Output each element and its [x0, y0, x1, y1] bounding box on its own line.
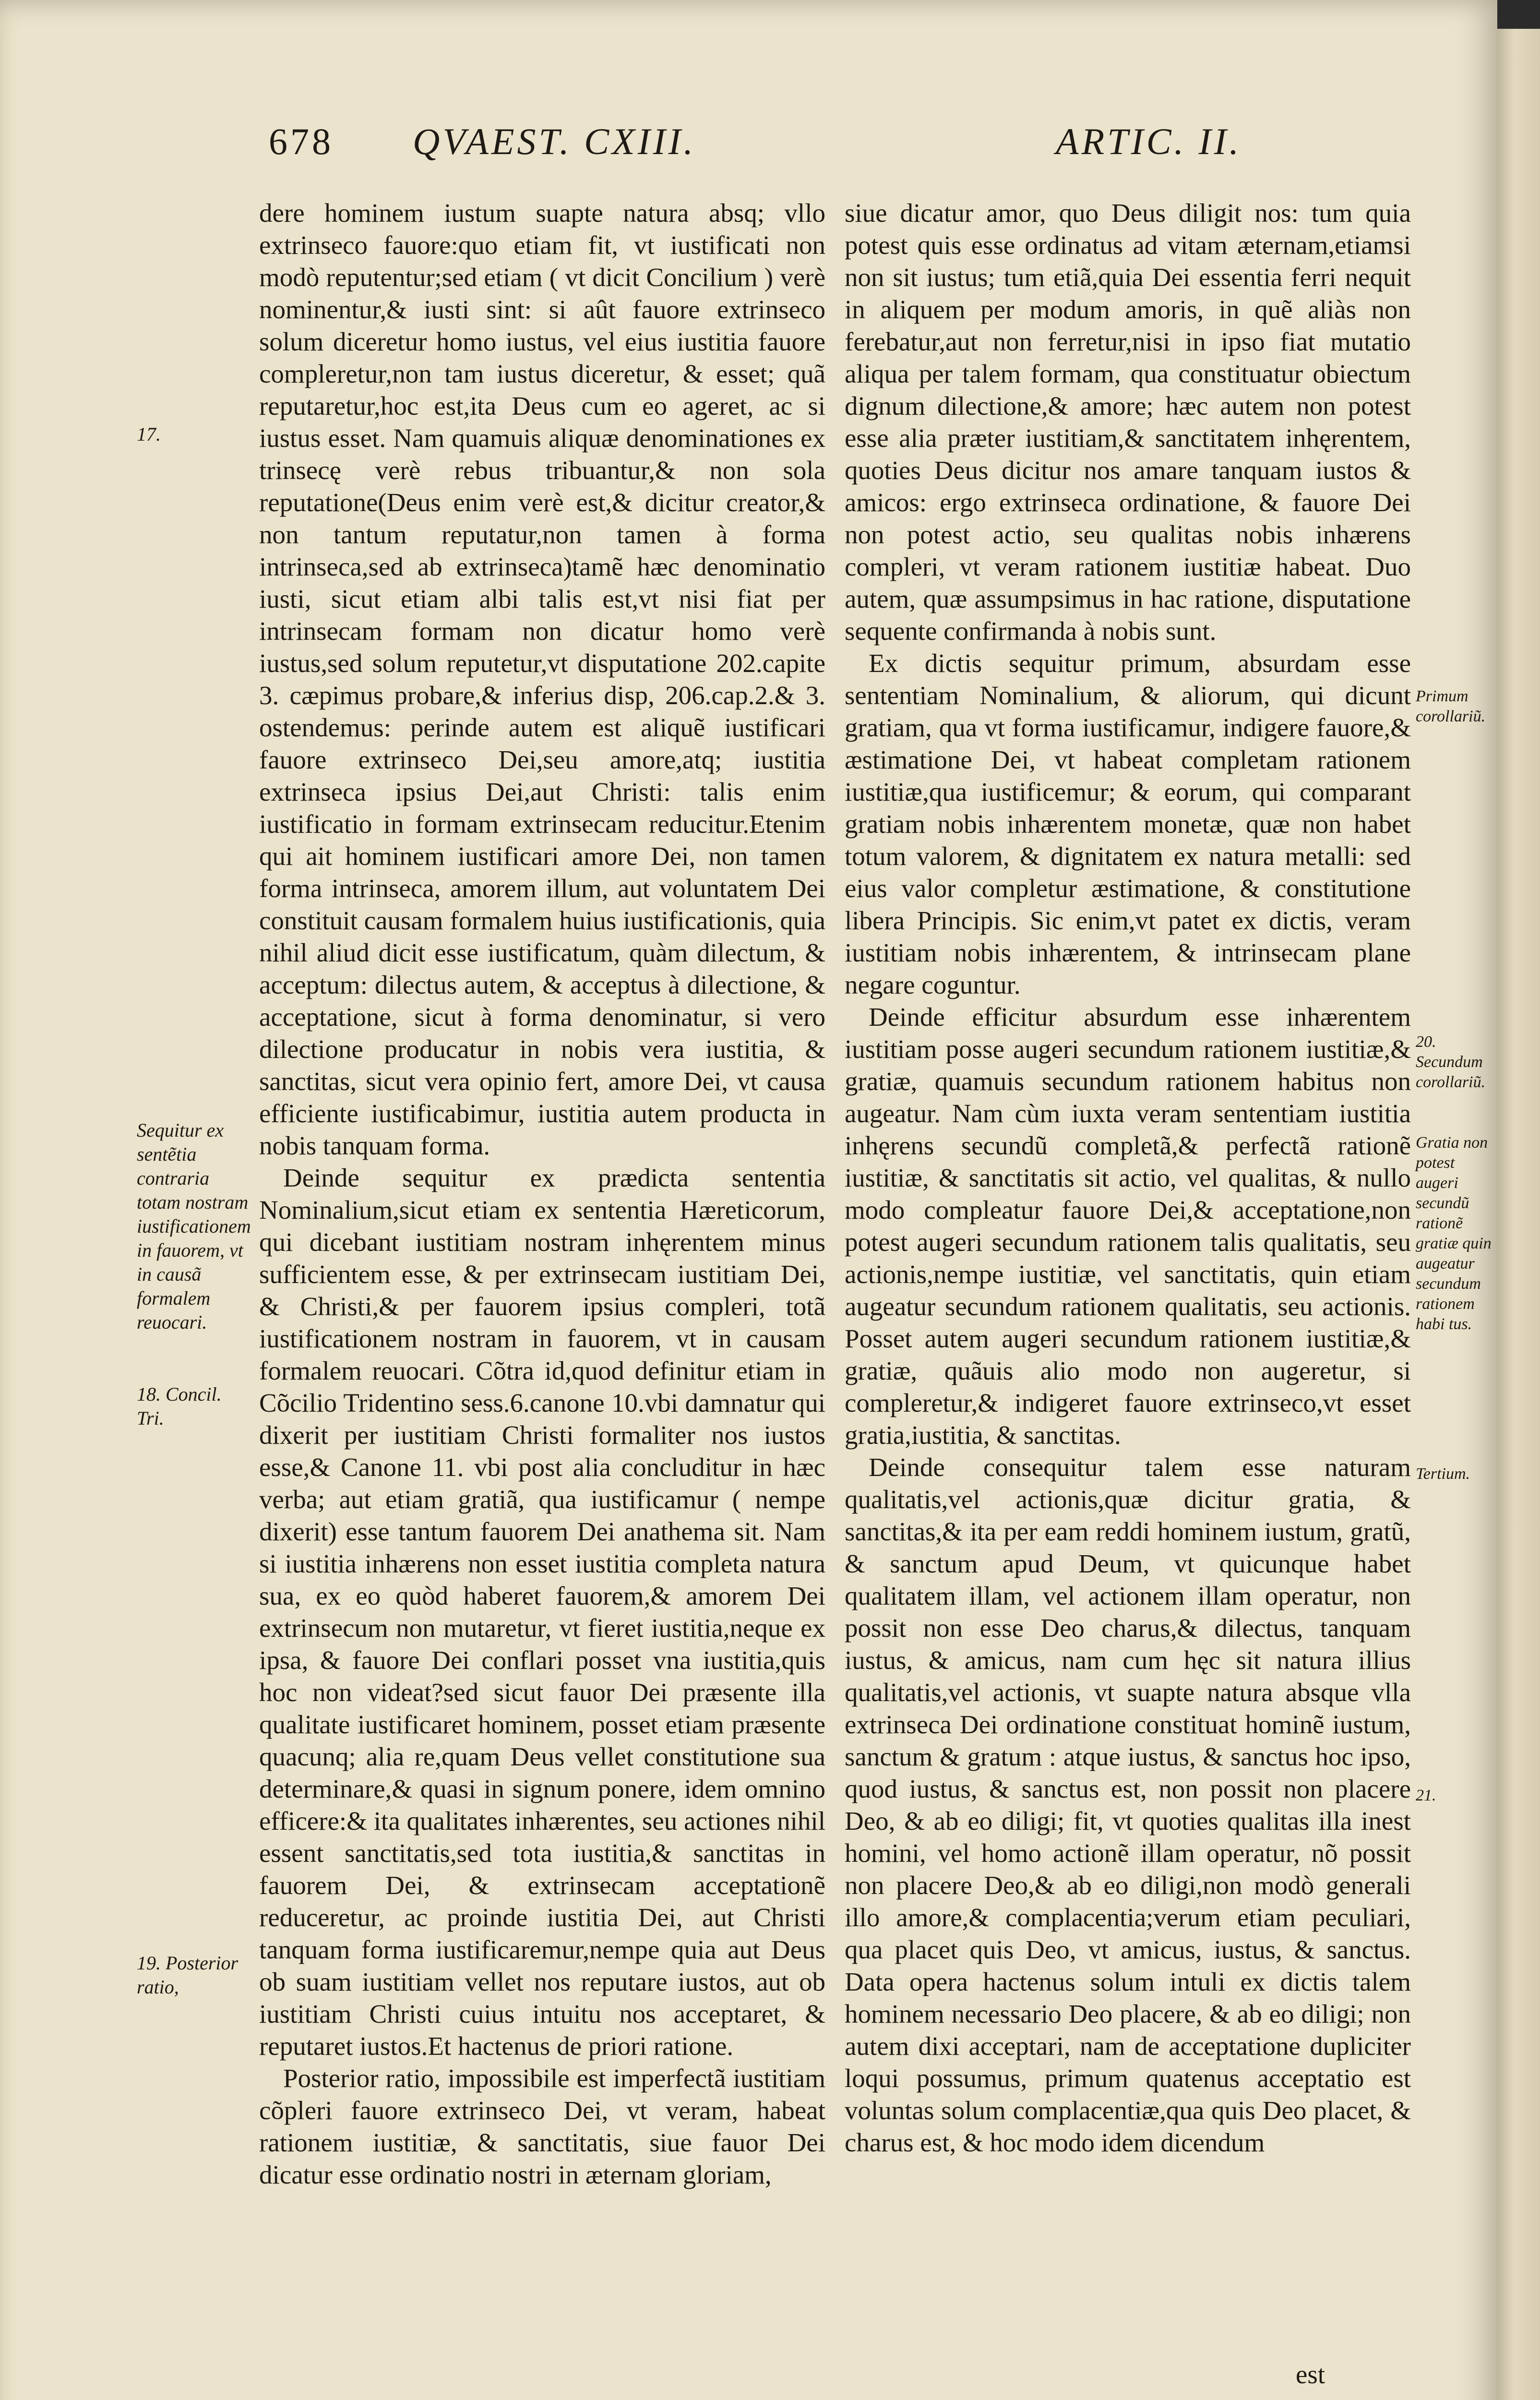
left-column	[259, 197, 825, 2191]
paragraph: Ex dictis sequitur primum, absurdam esse sententiam Nominalium, & aliorum, qui dicunt gratiam, qua vt forma iustificamur, indigere fauore,& æstimatione Dei, vt habeat completam rationem iustitiæ,qua iustificemur; & eorum, qui comparant gratiam nobis inhærentem monetæ, quæ non habet totum valorem, & dignitatem ex natura metalli: sed eius valor completur æstimatione, & constitutione libera Principis. Sic enim,vt patet ex dictis, veram iustitiam nobis inhærentem, & intrinsecam plane negare coguntur.	[845, 648, 1411, 999]
margin-note-right: Gratia non potest augeri secundũ rationẽ gratiæ quin augeatur secundum rationem habi tus.	[1416, 1134, 1492, 1333]
paragraph: dere hominem iustum suapte natura absq; vllo extrinseco fauore:quo etiam fit, vt iustificati non modò reputentur;sed etiam ( vt dicit Concilium ) verè nominentur,& iusti sint: si aût fauore extrinseco solum diceretur homo iustus, vel eius iustitia fauore compleretur,non tam iustus diceretur, & esset; quã reputaretur,hoc est,ita Deus cum eo ageret, ac si iustus esset. Nam quamuis aliquæ denominationes ex trinsecę verè rebus tribuantur,& non sola reputatione(Deus enim verè est,& dicitur creator,& non tantum reputatur,non tamen à forma intrinseca,sed ab extrinseca)tamẽ hæc denominatio iusti, sicut etiam albi talis est,vt nisi fiat per intrinsecam formam non dicatur homo verè iustus,sed solum reputetur,vt disputatione 202.capite 3. cæpimus probare,& inferius disp, 206.cap.2.& 3. ostendemus: perinde autem est aliquẽ iustificari fauore extrinseco Dei,seu amore,atq; iustitia extrinseca ipsius Dei,aut Christi: talis enim iustificatio in formam extrinsecam reducitur.Etenim qui ait hominem iustificari amore Dei, non tamen forma intrinseca, amorem illum, aut voluntatem Dei constituit causam formalem huius iustificationis, quia nihil aliud dicit esse iustificatum, quàm dilectum, & acceptum: dilectus autem, & acceptus à dilectione, & acceptatione, sicut à forma denominatur, si vero dilectione producatur in nobis vera iustitia, & sanctitas, sicut vera opinio fert, amore Dei, vt causa efficiente iustificabimur, iustitia autem producta in nobis tanquam forma.	[259, 198, 825, 1160]
paragraph: Deinde consequitur talem esse naturam qualitatis,vel actionis,quæ dicitur gratia, & sanctitas,& ita per eam reddi hominem iustum, gratũ, & sanctum apud Deum, vt quicunque habet qualitatem illam, vel actionem illam operatur, non possit non esse Deo charus,& dilectus, tanquam iustus, & amicus, nam cum hęc sit natura illius qualitatis,vel actionis, vt suapte natura absque vlla extrinseca Dei ordinatione constituat hominẽ iustum, sanctum & gratum : atque iustus, & sanctus hoc ipso, quod iustus, & sanctus est, non possit non placere Deo, & ab eo diligi; fit, vt quoties qualitas illa inest homini, vel homo actionẽ illam operatur, nõ possit non placere Deo,& ab eo diligi,non modò generali illo amore,& complacentia;verum etiam peculiari, qua placet quis Deo, vt amicus, iustus, & sanctus. Data opera hactenus solum intuli ex dictis talem hominem necessario Deo placere, & ab eo diligi; non autem dixi acceptari, nam de acceptatione dupliciter loqui possumus, primum quatenus acceptatio est voluntas solum complacentiæ,qua quis Deo placet, & charus est, & hoc modo idem dicendum	[845, 1452, 1411, 2157]
margin-note-right: Tertium.	[1416, 1465, 1470, 1483]
margin-note-right: 20. Secundum corollariũ.	[1416, 1033, 1486, 1091]
paragraph: Deinde sequitur ex prædicta sententia Nominalium,sicut etiam ex sententia Hæreticorum, qui dicebant iustitiam nostram inhęrentem minus sufficientem esse, & per extrinsecam iustitiam Dei, & Christi,& per fauorem ipsius compleri, totã iustificationem nostram in fauorem, vt in causam formalem reuocari. Cõtra id,quod definitur etiam in Cõcilio Tridentino sess.6.canone 10.vbi damnatur qui dixerit per iustitiam Christi formaliter nos iustos esse,& Canone 11. vbi post alia concluditur in hæc verba; aut etiam gratiã, qua iustificamur ( nempe dixerit) esse tantum fauorem Dei anathema sit. Nam si iustitia inhærens non esset iustitia completa natura sua, ex eo quòd haberet fauorem,& amorem Dei extrinsecum non mutaretur, vt fieret iustitia,neque ex ipsa, & fauore Dei conflari posset vna iustitia,quis hoc non videat?sed sicut fauor Dei præsente illa qualitate iustificaret hominem, posset etiam præsente quacunq; alia re,quam Deus vellet constitutione sua determinare,& quasi in signum ponere, idem omnino efficere:& ita qualitates inhærentes, seu actiones nihil essent sanctitatis,sed tota iustitia,& sanctitas in fauorem Dei, & extrinsecam acceptationẽ reduceretur, ac proinde iustitia Dei, aut Christi tanquam forma iustificaremur,nempe quia aut Deus ob suam iustitiam vellet nos reputare iustos, aut ob iustitiam Christi cuius intuitu nos acceptaret, & reputaret iustos.Et hactenus de priori ratione.	[259, 1163, 825, 2061]
margin-note-left: 19. Posterior ratio,	[137, 1952, 239, 1998]
margin-note-right: 21.	[1416, 1787, 1436, 1804]
paragraph: siue dicatur amor, quo Deus diligit nos: tum quia potest quis esse ordinatus ad vitam æternam,etiamsi non sit iustus; tum etiã,quia Dei essentia ferri nequit in aliquem per modum amoris, in quẽ aliàs non ferebatur,aut non ferretur,nisi in ipso fiat mutatio aliqua per talem formam, qua constituatur obiectum dignum dilectione,& amore; hæc autem non potest esse alia præter iustitiam,& sanctitatem inhęrentem, quoties Deus dicitur nos amare tanquam iustos & amicos: ergo extrinseca ordinatione, & fauore Dei non potest actio, seu qualitas nobis inhærens compleri, vt veram rationem iustitiæ habeat. Duo autem, quæ assumpsimus in hac ratione, disputatione sequente confirmanda à nobis sunt.	[845, 198, 1411, 646]
paragraph: Deinde efficitur absurdum esse inhærentem iustitiam posse augeri secundum rationem iustitiæ,& gratiæ, quamuis secundum rationem habitus non augeatur. Nam cùm iuxta veram sententiam iustitia inhęrens secundũ completã,& perfectã rationẽ iustitiæ, & sanctitatis sit actio, vel qualitas, & nullo modo compleatur fauore Dei,& acceptatione,non potest augeri secundum rationem talis qualitatis, seu actionis,nempe iustitiæ, vel sanctitatis, quin etiam augeatur secundum rationem qualitatis, seu actionis. Posset autem augeri secundum rationem iustitiæ,& gratiæ, quãuis alio modo non augeretur, si compleretur,& indigeret fauore extrinseco,vt esset gratia,iustitia, & sanctitas.	[845, 1002, 1411, 1450]
paragraph: Posterior ratio, impossibile est imperfectã iustitiam cõpleri fauore extrinseco Dei, vt veram, habeat rationem iustitiæ, & sanctitatis, siue fauor Dei dicatur esse ordinatio nostri in æternam gloriam,	[259, 2064, 825, 2189]
adjacent-page-edge	[1497, 29, 1540, 2400]
running-header	[269, 120, 1392, 173]
page-number: 678	[269, 120, 334, 162]
margin-note-left: 17.	[137, 423, 161, 445]
margin-note-left: Sequitur ex sentẽtia contraria totam nostram iustificationem in fauorem, vt in causã formalem reuocari.	[137, 1119, 251, 1333]
margin-note-right: Primum corollariũ.	[1416, 687, 1486, 725]
catchword: est	[1296, 2360, 1325, 2389]
right-column	[845, 197, 1411, 2159]
article-heading: ARTIC. II.	[1056, 120, 1242, 162]
question-heading: QVAEST. CXIII.	[413, 120, 696, 162]
margin-note-left: 18. Concil. Tri.	[137, 1383, 222, 1429]
